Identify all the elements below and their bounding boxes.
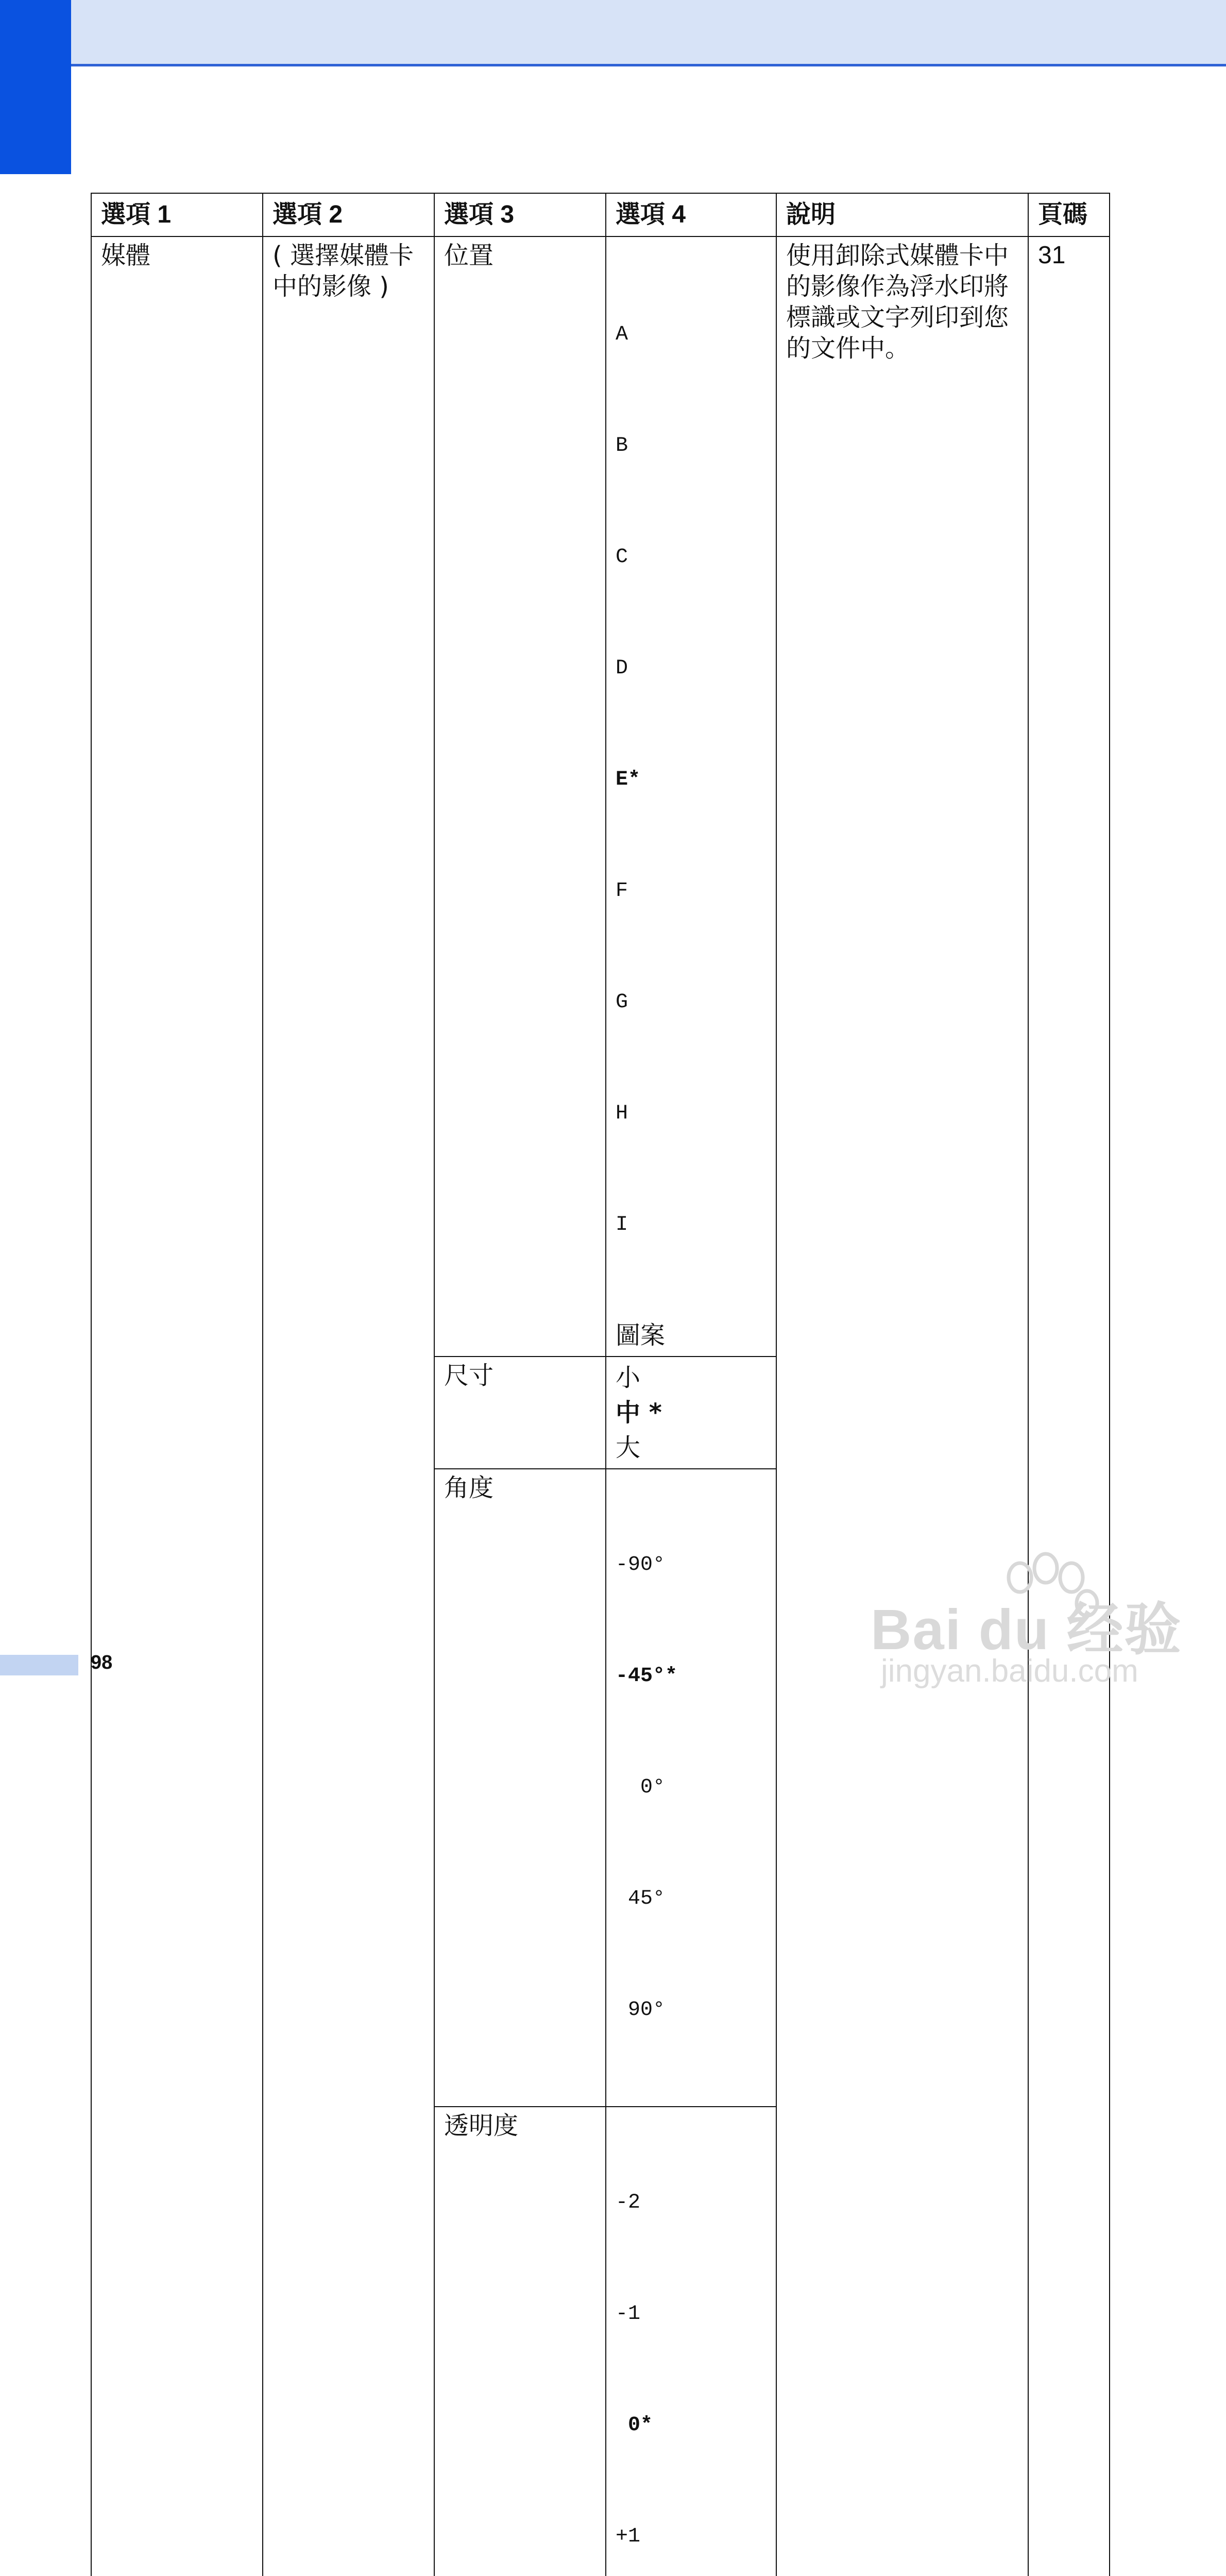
option-value-pattern: 圖案	[616, 1321, 666, 1350]
group1-angle-options	[606, 1469, 776, 2107]
option-value: +1	[616, 2525, 641, 2548]
group1-transparency-label: 透明度	[434, 2107, 606, 2576]
group1-option2: ( 選擇媒體卡中的影像 )	[263, 236, 434, 2576]
option-value: -90°	[616, 1553, 666, 1577]
option-value: 45°	[616, 1887, 666, 1910]
option-value: H	[616, 1102, 628, 1125]
watermark-url: jingyan.baidu.com	[881, 1653, 1138, 1689]
table-row	[91, 236, 1110, 1357]
chapter-tab	[0, 0, 71, 174]
group1-description: 使用卸除式媒體卡中的影像作為浮水印將標識或文字列印到您的文件中。	[776, 236, 1028, 2576]
option-value: I	[616, 1213, 628, 1236]
watermark-brand: Bai du 经验	[871, 1598, 1182, 1662]
header-description: 說明	[776, 193, 1028, 236]
group1-page: 31	[1028, 236, 1110, 2576]
group1-transparency-options	[606, 2107, 776, 2576]
header-page: 頁碼	[1028, 193, 1110, 236]
option-value: -1	[616, 2302, 641, 2326]
footer-bar	[0, 1655, 78, 1675]
option-value: A	[616, 323, 628, 346]
group1-position-label: 位置	[434, 236, 606, 1357]
header-option-4: 選項 4	[606, 193, 776, 236]
option-value: 小	[616, 1363, 641, 1392]
option-value: 0°	[616, 1776, 666, 1799]
option-value: B	[616, 434, 628, 457]
option-value-default: 0*	[616, 2414, 653, 2437]
header-option-3: 選項 3	[434, 193, 606, 236]
option-value-default: -45°*	[616, 1665, 678, 1688]
option-value: 90°	[616, 1998, 666, 2022]
option-value: G	[616, 991, 628, 1014]
group1-position-options	[606, 236, 776, 1357]
option-value: 大	[616, 1433, 641, 1462]
header-band	[0, 0, 1226, 65]
group1-size-label: 尺寸	[434, 1357, 606, 1469]
header-option-1: 選項 1	[91, 193, 263, 236]
option-value: -2	[616, 2191, 641, 2214]
table-header-row	[91, 193, 1110, 236]
option-value-default: E*	[616, 768, 641, 791]
header-option-2: 選項 2	[263, 193, 434, 236]
settings-table	[91, 193, 1110, 2576]
group1-angle-label: 角度	[434, 1469, 606, 2107]
group1-size-options	[606, 1357, 776, 1469]
option-value: F	[616, 879, 628, 903]
page-number: 98	[91, 1652, 113, 1673]
group1-option1: 媒體	[91, 236, 263, 2576]
option-value: C	[616, 546, 628, 569]
header-rule	[71, 64, 1226, 66]
option-value: D	[616, 657, 628, 680]
option-value-default: 中 *	[616, 1398, 662, 1427]
